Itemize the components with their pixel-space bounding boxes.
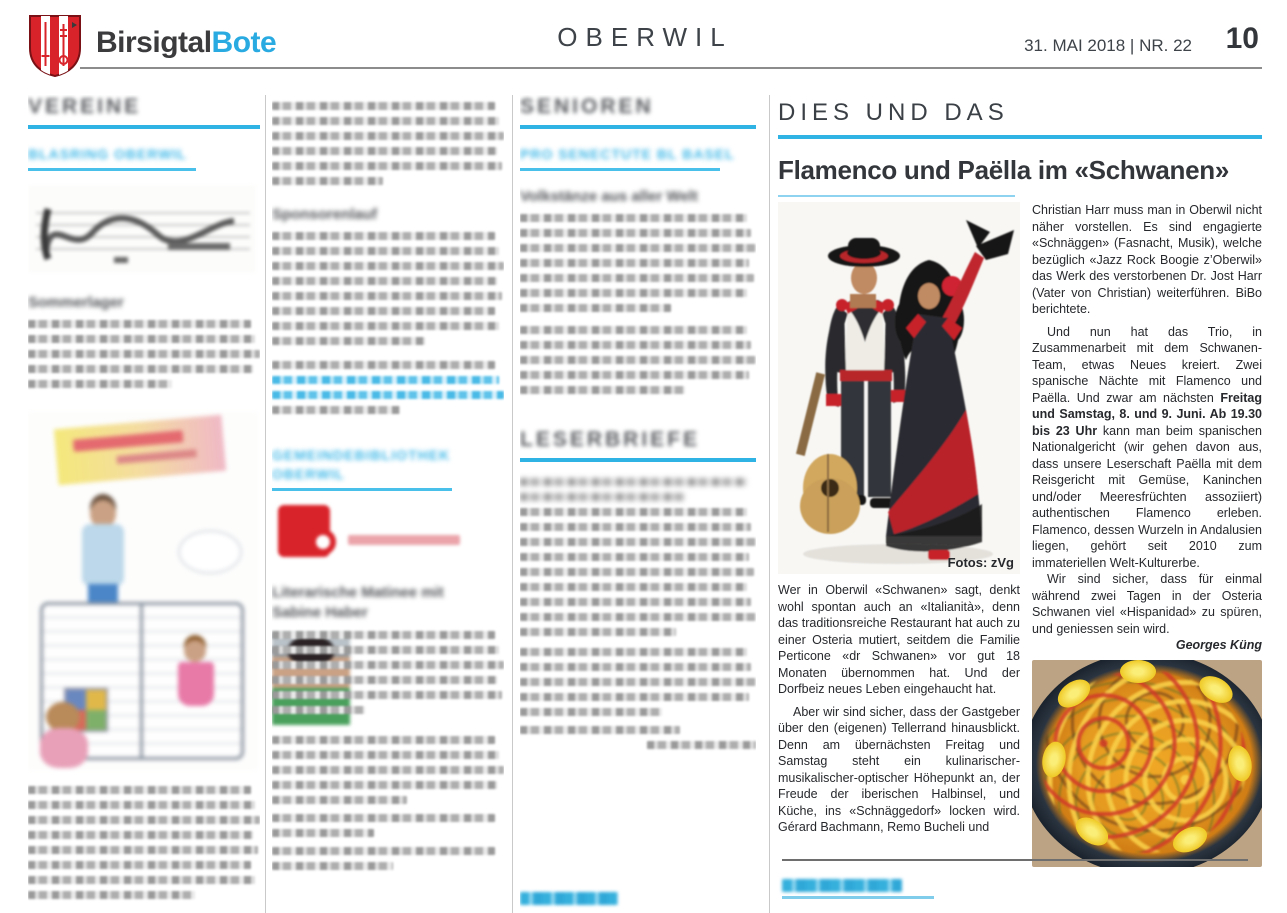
blurred-cyan-subheading: BLASRING OBERWIL: [28, 146, 187, 162]
blurred-lines: [272, 814, 504, 837]
rubric-heading-vereine: VEREINE: [28, 95, 142, 118]
blurred-paragraph: [272, 102, 504, 185]
headline-underline: [778, 195, 1015, 197]
article-paragraph: Wir sind sicher, dass für einmal während zwei Tagen in der Osteria Schwanen viel «Hispanidad» zu spüren, und geniessen sein wird. Georges Küng: [1032, 572, 1262, 652]
blurred-story-heading: Sponsorenlauf: [272, 206, 378, 223]
blurred-story-heading: Sommerlager: [28, 294, 124, 311]
rubric-underline: [520, 458, 756, 462]
article-text-left: [778, 582, 1020, 836]
article-author: Georges Küng: [1175, 638, 1262, 652]
event-date-bold: Freitag und Samstag, 8. und 9. Juni. Ab 19.30 bis 23 Uhr: [1032, 390, 1262, 438]
blurred-cyan-heading: [782, 879, 902, 892]
section-underline: [778, 135, 1262, 139]
blurred-signature: [520, 726, 756, 749]
paella-pan: [1032, 660, 1262, 867]
article-paragraph: Und nun hat das Trio, in Zusammenarbeit mit dem Schwanen-Team, etwas Neues kreiert. Zwei spanische Nächte mit Flamenco und Paëlla. Und zwar am nächsten Freitag und Samstag, 8. und 9. Juni. Ab 19.30 bis 23 Uhr kann man beim spanischen Nationalgericht (wir gehen davon aus, dass unsere Leserschaft Paëlla mit dem Reisgericht mit Gemüse, Kaninchen und/oder Meeresfrüchten assoziiert) authentischen Flamenco erleben. Flamenco, dessen Wurzeln in Andalusien liegen, gehört seit 2010 zum immateriellen Welt-Kulturerbe.: [1032, 324, 1262, 570]
blurred-story-heading: Volkstänze aus aller Welt: [520, 188, 698, 205]
page-number: 10: [1225, 22, 1259, 55]
article-body: [778, 202, 1262, 867]
column-two: [272, 95, 504, 913]
drawing-banner: [54, 415, 226, 485]
article-right-column: [1032, 202, 1262, 867]
blurred-lines: [272, 847, 504, 870]
masthead-part2: Bote: [211, 26, 277, 59]
red-logo-image: [272, 501, 502, 563]
blurred-paragraph: [520, 648, 756, 716]
blurred-paragraph: [272, 631, 504, 714]
blurred-paragraph: [520, 214, 756, 312]
blurred-cyan-heading: [520, 892, 618, 905]
rubric-heading-leserbriefe: LESERBRIEFE: [520, 428, 701, 451]
column-divider: [265, 95, 266, 913]
blurred-paragraph: [272, 736, 504, 804]
column-divider: [769, 95, 770, 913]
portrait-text-block: [272, 631, 504, 729]
oberwil-coat-of-arms-icon: [28, 14, 82, 78]
cyan-subheading-underline: [520, 168, 720, 171]
cyan-subheading-underline: [28, 168, 196, 171]
section-heading: DIES UND DAS: [778, 99, 1009, 126]
page-section-title: OBERWIL: [557, 22, 733, 52]
drawing-speech-bubble: [178, 530, 242, 574]
column-vereine: [28, 95, 260, 913]
column-divider: [512, 95, 513, 913]
music-notation-image: [28, 185, 256, 273]
article-text-right: [1032, 202, 1262, 652]
rubric-underline: [520, 125, 756, 129]
blurred-paragraph: [28, 786, 260, 899]
article-left-column: [778, 202, 1020, 867]
blurred-paragraph-with-links: [272, 361, 504, 414]
article-footer: [782, 859, 1248, 899]
masthead-part1: Birsigtal: [96, 26, 212, 59]
flamenco-illustration: [778, 202, 1020, 574]
paella-dish-photo: [1032, 660, 1262, 867]
flamenco-dancers-photo: [778, 202, 1020, 574]
blurred-letter-heading: [520, 478, 756, 501]
blurred-paragraph: [272, 232, 504, 345]
bottom-rubric: [520, 892, 756, 905]
column-senioren: [520, 95, 756, 913]
blurred-paragraph: [28, 320, 260, 388]
column-dies-und-das: [778, 95, 1262, 913]
cyan-underline: [782, 896, 934, 899]
article-paragraph: Aber wir sind sicher, dass der Gastgeber über den (eigenen) Tellerrand hinausblickt. Denn am übernächsten Freitag und Samstag steht ein kulinarischer-musikalischer-optischer Höhepunkt an, der Freude der iberischen Halbinsel, und Küche, ins «Schnäggedorf» locken wird. Gérard Bachmann, Remo Bucheli und: [778, 704, 1020, 834]
rubric-underline: [28, 125, 260, 129]
blurred-story-heading-matinee: Literarische Matinee mit Sabine Haber: [272, 584, 444, 621]
music-staff-graphic: [28, 185, 256, 273]
masthead-title: [96, 26, 276, 60]
date-issue: 31. MAI 2018 | NR. 22: [1024, 36, 1192, 55]
rubric-heading-senioren: SENIOREN: [520, 95, 654, 118]
blurred-paragraph: [520, 326, 756, 394]
cyan-subheading-underline: [272, 488, 452, 491]
article-paragraph: Christian Harr muss man in Oberwil nicht näher vorstellen. Es sind engagierte «Schnäggen» (Fasnacht, Musik), welche bezüglich «Jazz Rock Boogie z’Oberwil» das Werk des verstorbenen Dr. Jost Harr (Vater von Christian) weiterführen. BiBo berichtete.: [1032, 203, 1262, 316]
header-rule: [80, 67, 1262, 69]
blurred-paragraph: [520, 508, 756, 636]
blurred-cyan-subheading: PRO SENECTUTE BL BASEL: [520, 146, 735, 162]
photo-caption: Fotos: zVg: [947, 555, 1014, 570]
children-drawing-image: [28, 412, 258, 770]
footer-rule: [782, 859, 1248, 861]
article-headline: Flamenco und Paëlla im «Schwanen»: [778, 155, 1230, 185]
article-paragraph: Wer in Oberwil «Schwanen» sagt, denkt wohl spontan auch an «Italianità», denn das traditionsreiche Restaurant hat auch zu einer Osteria mutiert, seitdem die Familie Perticone «dr Schwanen» vor gut 18 Monaten übernommen hat. Und der Dorfbeiz neues Leben eingehaucht hat.: [778, 583, 1020, 696]
red-logo-ring: [310, 529, 336, 555]
blurred-cyan-heading: GEMEINDEBIBLIOTHEK OBERWIL: [272, 447, 451, 482]
